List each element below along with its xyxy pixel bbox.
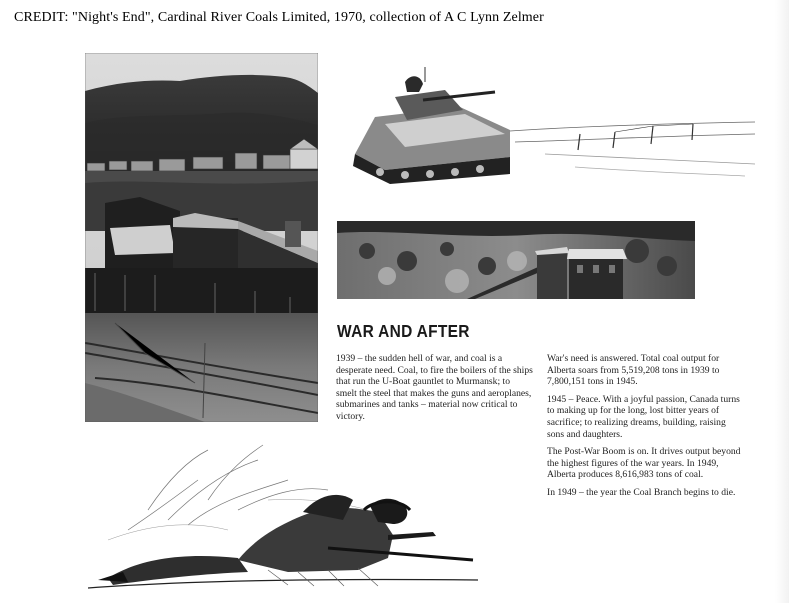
- mine-town-photo: [85, 53, 318, 422]
- photo-credit: CREDIT: "Night's End", Cardinal River Coals Limited, 1970, collection of A C Lynn Zelmer: [14, 10, 544, 25]
- section-heading: WAR AND AFTER: [337, 322, 470, 342]
- soldier-sketch: [88, 440, 478, 590]
- tank-illustration: [345, 62, 765, 187]
- paragraph-coal-branch-decline: In 1949 – the year the Coal Branch begins to die.: [547, 486, 736, 498]
- text-column-left: [336, 353, 533, 429]
- paragraph-war-coal: 1939 – the sudden hell of war, and coal is a desperate need. Coal, to fire the boilers of the ships that run the U-Boat gauntlet to Murmansk; to smelt the steel that makes the guns and aeroplanes, submarines and tanks – material now critical to victory.: [336, 353, 533, 422]
- paragraph-post-war-boom: The Post-War Boom is on. It drives output beyond the highest figures of the war years. In 1949, Alberta produces 8,616,983 tons of coal.: [547, 446, 741, 481]
- paragraph-coal-output: War's need is answered. Total coal output for Alberta soars from 5,519,208 tons in 1939 to 7,800,151 tons in 1945.: [547, 353, 720, 388]
- paragraph-peace: 1945 – Peace. With a joyful passion, Canada turns to making up for the long, lost bitter years of sacrifice; to realizing dreams, building, raising sons and daughters.: [547, 393, 740, 440]
- page-edge: [775, 0, 789, 603]
- hillside-tipple-photo: [337, 221, 695, 299]
- text-column-right: [547, 353, 744, 505]
